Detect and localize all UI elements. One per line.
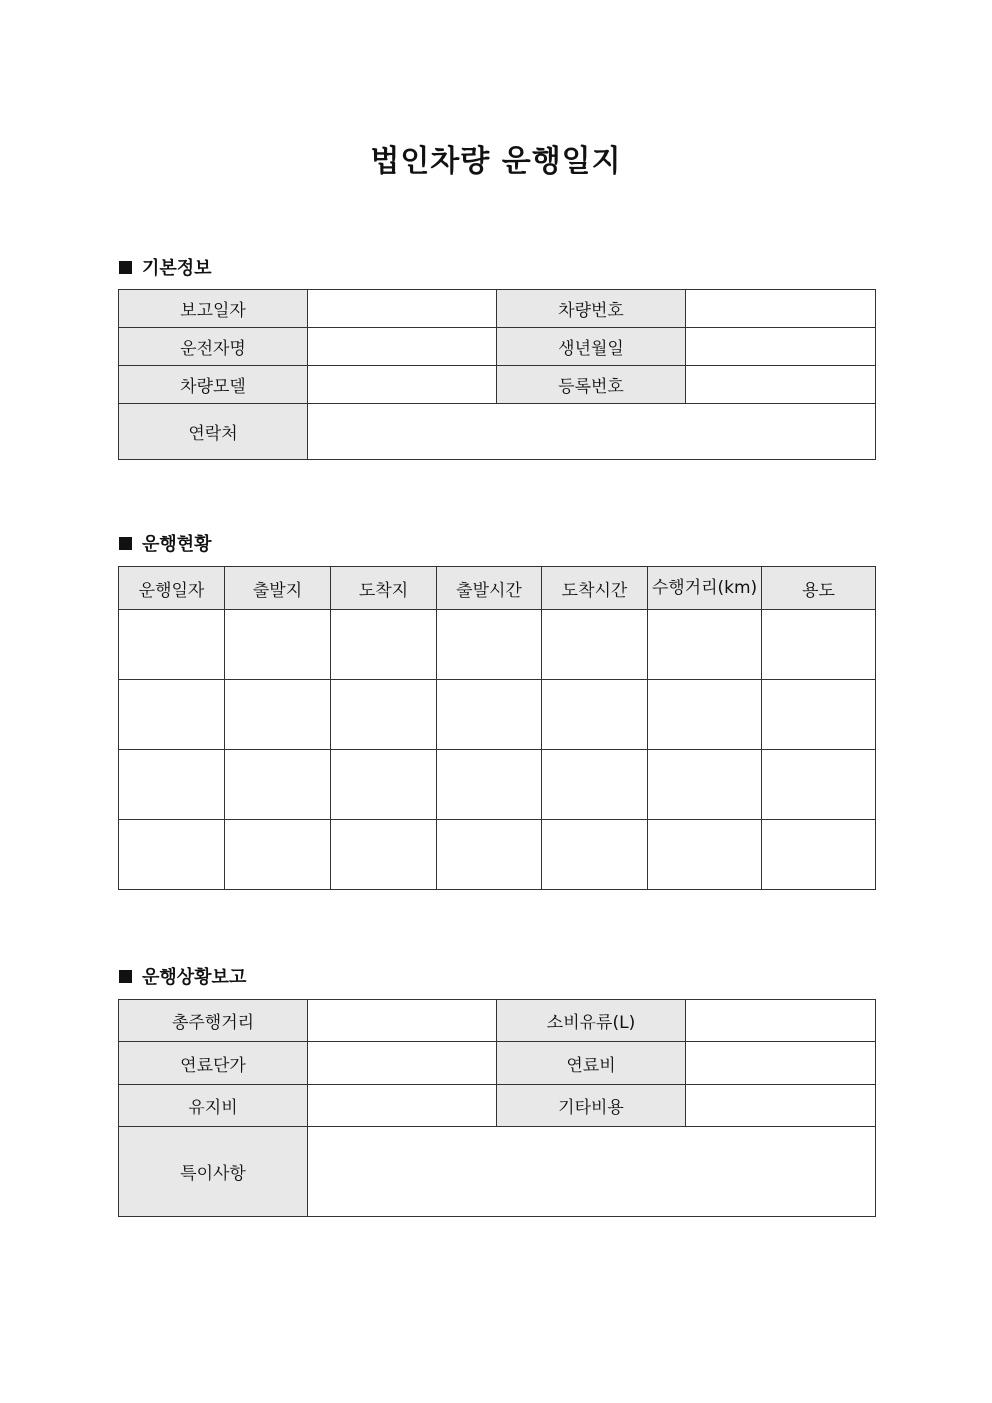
table-cell[interactable]	[648, 820, 762, 890]
table-cell[interactable]	[119, 680, 225, 750]
total-distance-field[interactable]	[308, 1000, 497, 1042]
vehicle-model-field[interactable]	[308, 366, 497, 404]
bullet-square-icon	[119, 537, 132, 550]
fuel-unit-price-field[interactable]	[308, 1042, 497, 1085]
maintenance-cost-label: 유지비	[119, 1085, 308, 1127]
maintenance-cost-field[interactable]	[308, 1085, 497, 1127]
fuel-consumed-label: 소비유류(L)	[497, 1000, 686, 1042]
table-row	[119, 366, 876, 404]
fuel-cost-label: 연료비	[497, 1042, 686, 1085]
bullet-square-icon	[119, 261, 132, 274]
table-cell[interactable]	[225, 820, 331, 890]
vehicle-number-field[interactable]	[686, 290, 876, 328]
table-cell[interactable]	[762, 610, 876, 680]
driver-name-label: 운전자명	[119, 328, 308, 366]
table-cell[interactable]	[762, 680, 876, 750]
document-title: 법인차량 운행일지	[370, 144, 622, 179]
table-cell[interactable]	[762, 820, 876, 890]
table-cell[interactable]	[437, 820, 542, 890]
basic-info-heading-text: 기본정보	[142, 258, 212, 279]
column-header-purpose: 용도	[762, 567, 876, 610]
table-cell[interactable]	[331, 820, 437, 890]
registration-number-label: 등록번호	[497, 366, 686, 404]
operation-report-heading	[119, 963, 246, 989]
birth-date-field[interactable]	[686, 328, 876, 366]
report-date-label: 보고일자	[119, 290, 308, 328]
table-cell[interactable]	[762, 750, 876, 820]
basic-info-heading	[119, 254, 212, 280]
bullet-square-icon	[119, 970, 132, 983]
fuel-unit-price-label: 연료단가	[119, 1042, 308, 1085]
table-header-row	[119, 567, 876, 610]
column-header-date: 운행일자	[119, 567, 225, 610]
table-cell[interactable]	[648, 610, 762, 680]
table-row	[119, 1000, 876, 1042]
table-row	[119, 328, 876, 366]
table-cell[interactable]	[331, 610, 437, 680]
table-row	[119, 610, 876, 680]
table-cell[interactable]	[119, 610, 225, 680]
vehicle-number-label: 차량번호	[497, 290, 686, 328]
fuel-consumed-field[interactable]	[686, 1000, 876, 1042]
driver-name-field[interactable]	[308, 328, 497, 366]
other-cost-field[interactable]	[686, 1085, 876, 1127]
table-cell[interactable]	[542, 750, 648, 820]
column-header-distance: 수행거리(km)	[648, 567, 762, 610]
table-row	[119, 1127, 876, 1217]
table-cell[interactable]	[648, 680, 762, 750]
birth-date-label: 생년월일	[497, 328, 686, 366]
table-cell[interactable]	[542, 820, 648, 890]
operation-status-heading	[119, 530, 212, 556]
remarks-field[interactable]	[308, 1127, 876, 1217]
basic-info-table	[118, 289, 876, 460]
operation-report-heading-text: 운행상황보고	[142, 967, 247, 988]
table-row	[119, 820, 876, 890]
column-header-departure-time: 출발시간	[437, 567, 542, 610]
operation-status-table	[118, 566, 876, 890]
table-cell[interactable]	[648, 750, 762, 820]
table-cell[interactable]	[437, 680, 542, 750]
operation-status-heading-text: 운행현황	[142, 534, 212, 555]
remarks-label: 특이사항	[119, 1127, 308, 1217]
table-cell[interactable]	[542, 680, 648, 750]
table-cell[interactable]	[331, 680, 437, 750]
contact-field[interactable]	[308, 404, 876, 460]
table-row	[119, 404, 876, 460]
table-cell[interactable]	[437, 610, 542, 680]
table-cell[interactable]	[225, 610, 331, 680]
table-cell[interactable]	[119, 820, 225, 890]
fuel-cost-field[interactable]	[686, 1042, 876, 1085]
table-row	[119, 1085, 876, 1127]
operation-report-table	[118, 999, 876, 1217]
table-row	[119, 290, 876, 328]
table-row	[119, 1042, 876, 1085]
table-row	[119, 750, 876, 820]
other-cost-label: 기타비용	[497, 1085, 686, 1127]
vehicle-model-label: 차량모델	[119, 366, 308, 404]
column-header-departure: 출발지	[225, 567, 331, 610]
table-cell[interactable]	[225, 750, 331, 820]
report-date-field[interactable]	[308, 290, 497, 328]
contact-label: 연락처	[119, 404, 308, 460]
table-cell[interactable]	[437, 750, 542, 820]
registration-number-field[interactable]	[686, 366, 876, 404]
column-header-arrival-time: 도착시간	[542, 567, 648, 610]
table-cell[interactable]	[331, 750, 437, 820]
column-header-destination: 도착지	[331, 567, 437, 610]
table-row	[119, 680, 876, 750]
table-cell[interactable]	[542, 610, 648, 680]
total-distance-label: 총주행거리	[119, 1000, 308, 1042]
table-cell[interactable]	[119, 750, 225, 820]
table-cell[interactable]	[225, 680, 331, 750]
